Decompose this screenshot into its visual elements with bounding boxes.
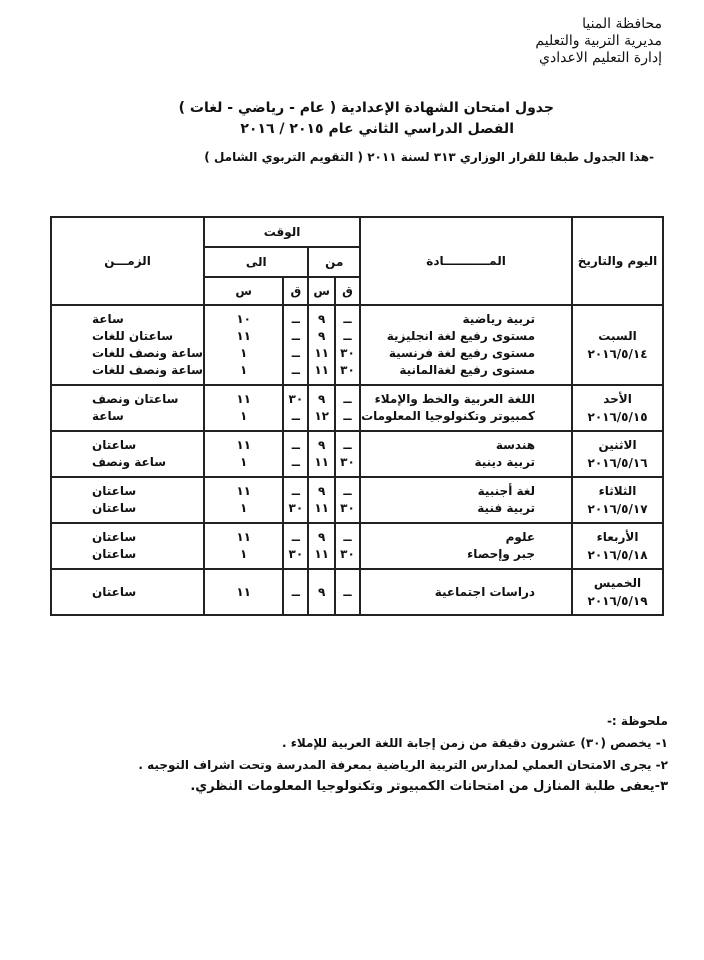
day-date: ٢٠١٦/٥/١٩ (587, 594, 648, 608)
to_q-entry: ــ (291, 312, 300, 326)
from_q-entry: ــ (343, 329, 352, 343)
to_q-entry: ٣٠ (288, 547, 304, 561)
to_q-entry: ٣٠ (288, 392, 304, 406)
document-title: جدول امتحان الشهادة الإعدادية ( عام - رياضي - لغات ) (178, 100, 554, 116)
governorate-line: محافظة المنيا (582, 16, 662, 32)
from_q-entry: ــ (343, 584, 352, 599)
from_q-entry: ٣٠ (340, 363, 355, 377)
from-hours-cell (308, 385, 334, 431)
note-item: ٢- يجرى الامتحان العملي لمدارس التربية الرياضية بمعرفة المدرسة وتحت اشراف التوجيه . (138, 758, 668, 772)
durations-entry: ساعتان (92, 484, 137, 498)
from-hours-cell (308, 477, 334, 523)
subjects-entry: تربية دينية (474, 455, 536, 469)
to_s-entry: ١١ (236, 392, 251, 406)
from-hours-cell (308, 431, 334, 477)
day-name: الأربعاء (596, 530, 639, 544)
duration-cell (51, 523, 204, 569)
durations-entry: ساعة ونصف (92, 455, 167, 469)
notes-title: ملحوظة :- (606, 714, 668, 728)
duration-cell (51, 569, 204, 615)
subject-cell (360, 305, 572, 385)
from_q-entry: ــ (343, 438, 352, 452)
to_q-entry: ــ (291, 584, 300, 599)
from_q-entry: ٣٠ (340, 501, 355, 515)
from_s-entry: ١١ (314, 547, 329, 561)
subject-cell (360, 477, 572, 523)
subjects-entry: دراسات اجتماعية (434, 584, 536, 599)
from_s-entry: ١١ (314, 455, 329, 469)
to_q-entry: ــ (291, 484, 300, 498)
to_q-entry: ــ (291, 409, 300, 423)
from-minutes-cell (335, 431, 360, 477)
exam-schedule-table (50, 216, 664, 616)
to_s-entry: ١ (239, 455, 248, 469)
to_s-entry: ١ (239, 547, 248, 561)
day-date: ٢٠١٦/٥/١٦ (587, 456, 648, 470)
notes-section (138, 710, 668, 798)
to-minutes-cell (283, 569, 308, 615)
to-s-header: س (204, 277, 283, 305)
to_q-entry: ــ (291, 363, 300, 377)
to_q-entry: ــ (291, 438, 300, 452)
durations-entry: ساعة (92, 409, 124, 423)
day-cell (572, 477, 663, 523)
decree-note: -هذا الجدول طبقا للقرار الوزاري ٣١٣ لسنة ٢٠١١ ( التقويم التربوي الشامل ) (204, 150, 654, 164)
to-hours-cell (204, 431, 283, 477)
subjects-entry: مستوى رفيع لغة فرنسية (388, 346, 536, 360)
day-cell (572, 305, 663, 385)
administration-line: إدارة التعليم الاعدادي (539, 50, 662, 66)
day-cell (572, 569, 663, 615)
from_s-entry: ٩ (318, 312, 326, 326)
day-date: ٢٠١٦/٥/١٧ (587, 502, 648, 516)
to_q-entry: ــ (291, 530, 300, 544)
duration-cell (51, 477, 204, 523)
from-hours-cell (308, 569, 334, 615)
day-row (51, 385, 663, 431)
to_s-entry: ١١ (236, 484, 251, 498)
from_s-entry: ٩ (318, 392, 326, 406)
day-header: اليوم والتاريخ (572, 217, 663, 305)
day-name: الخميس (593, 576, 642, 590)
subject-cell (360, 431, 572, 477)
from_s-entry: ١١ (314, 363, 329, 377)
durations-entry: ساعة ونصف للغات (92, 363, 203, 377)
subject-cell (360, 523, 572, 569)
note-item: ١- يخصص (٣٠) عشرون دقيقة من زمن إجابة اللغة العربية للإملاء . (281, 736, 668, 750)
from_s-entry: ٩ (318, 438, 326, 452)
from_q-entry: ــ (343, 484, 352, 498)
day-row (51, 523, 663, 569)
to_s-entry: ١١ (236, 530, 251, 544)
subjects-entry: مستوى رفيع لغة انجليزية (386, 329, 536, 343)
duration-cell (51, 305, 204, 385)
day-name: السبت (598, 329, 637, 343)
to-minutes-cell (283, 523, 308, 569)
durations-entry: ساعتان (92, 438, 137, 452)
to_s-entry: ١ (239, 346, 248, 360)
time-header: الوقت (204, 217, 360, 247)
from-minutes-cell (335, 569, 360, 615)
to-minutes-cell (283, 385, 308, 431)
to-q-header: ق (283, 277, 308, 305)
from-minutes-cell (335, 477, 360, 523)
to_s-entry: ١٠ (236, 312, 251, 326)
from-minutes-cell (335, 305, 360, 385)
to-minutes-cell (283, 477, 308, 523)
day-cell (572, 431, 663, 477)
to_s-entry: ١ (239, 501, 248, 515)
durations-entry: ساعة ونصف للغات (92, 346, 203, 360)
from_q-entry: ٣٠ (340, 346, 355, 360)
from_q-entry: ــ (343, 312, 352, 326)
day-date: ٢٠١٦/٥/١٤ (587, 347, 648, 361)
to-hours-cell (204, 523, 283, 569)
to_q-entry: ٣٠ (288, 501, 304, 515)
durations-entry: ساعتان (92, 547, 137, 561)
from_s-entry: ٩ (318, 484, 326, 498)
day-row (51, 431, 663, 477)
from-hours-cell (308, 305, 334, 385)
from_s-entry: ١٢ (314, 409, 329, 423)
subjects-entry: تربية رياضية (462, 312, 536, 326)
durations-entry: ساعتان (92, 584, 137, 599)
to-hours-cell (204, 385, 283, 431)
to-minutes-cell (283, 431, 308, 477)
to-hours-cell (204, 569, 283, 615)
day-name: الاثنين (598, 438, 637, 452)
day-date: ٢٠١٦/٥/١٥ (587, 410, 648, 424)
durations-entry: ساعتان للغات (92, 329, 174, 343)
day-cell (572, 385, 663, 431)
day-row (51, 305, 663, 385)
to_s-entry: ١١ (236, 329, 251, 343)
to_s-entry: ١ (239, 363, 248, 377)
day-row (51, 569, 663, 615)
from_q-entry: ٣٠ (340, 455, 355, 469)
to-header: الى (204, 247, 308, 277)
durations-entry: ساعتان (92, 501, 137, 515)
subjects-entry: هندسة (495, 438, 536, 452)
from_s-entry: ٩ (318, 584, 326, 599)
subjects-entry: علوم (505, 530, 536, 544)
to_s-entry: ١ (239, 409, 248, 423)
day-row (51, 477, 663, 523)
to-hours-cell (204, 477, 283, 523)
duration-header: الزمـــن (51, 217, 204, 305)
duration-cell (51, 385, 204, 431)
to_q-entry: ــ (291, 346, 300, 360)
subjects-entry: اللغة العربية والخط والإملاء (374, 392, 536, 406)
from-q-header: ق (335, 277, 360, 305)
from-hours-cell (308, 523, 334, 569)
subjects-entry: تربية فنية (477, 501, 536, 515)
from_q-entry: ــ (343, 392, 352, 406)
to_s-entry: ١١ (236, 584, 251, 599)
day-date: ٢٠١٦/٥/١٨ (587, 548, 648, 562)
from-s-header: س (308, 277, 334, 305)
from_s-entry: ٩ (318, 329, 326, 343)
durations-entry: ساعتان (92, 530, 137, 544)
from_s-entry: ٩ (318, 530, 326, 544)
to-hours-cell (204, 305, 283, 385)
from_q-entry: ٣٠ (340, 547, 355, 561)
from_s-entry: ١١ (314, 501, 329, 515)
from-minutes-cell (335, 523, 360, 569)
to_q-entry: ــ (291, 329, 300, 343)
subject-cell (360, 569, 572, 615)
day-cell (572, 523, 663, 569)
subjects-entry: جبر وإحصاء (467, 547, 536, 561)
subjects-entry: لغة أجنبية (477, 484, 536, 498)
durations-entry: ساعتان ونصف (92, 392, 179, 406)
day-name: الثلاثاء (598, 484, 637, 498)
subject-header: المـــــــــــادة (360, 217, 572, 305)
to_q-entry: ــ (291, 455, 300, 469)
duration-cell (51, 431, 204, 477)
from_s-entry: ١١ (314, 346, 329, 360)
day-name: الأحد (603, 392, 632, 406)
subjects-entry: مستوى رفيع لغةالمانية (399, 363, 536, 377)
from_q-entry: ــ (343, 530, 352, 544)
to_s-entry: ١١ (236, 438, 251, 452)
subject-cell (360, 385, 572, 431)
subjects-entry: كمبيوتر وتكنولوجيا المعلومات (361, 409, 536, 423)
to-minutes-cell (283, 305, 308, 385)
term-line: الفصل الدراسي الثاني عام ٢٠١٥ / ٢٠١٦ (240, 121, 514, 137)
note-item: ٣-يعفى طلبة المنازل من امتحانات الكمبيوتر وتكنولوجيا المعلومات النظري. (190, 779, 668, 794)
from-header: من (308, 247, 360, 277)
from-minutes-cell (335, 385, 360, 431)
durations-entry: ساعة (92, 312, 124, 326)
directorate-line: مديرية التربية والتعليم (535, 33, 662, 49)
ministry-header (535, 16, 662, 67)
from_q-entry: ــ (343, 409, 352, 423)
